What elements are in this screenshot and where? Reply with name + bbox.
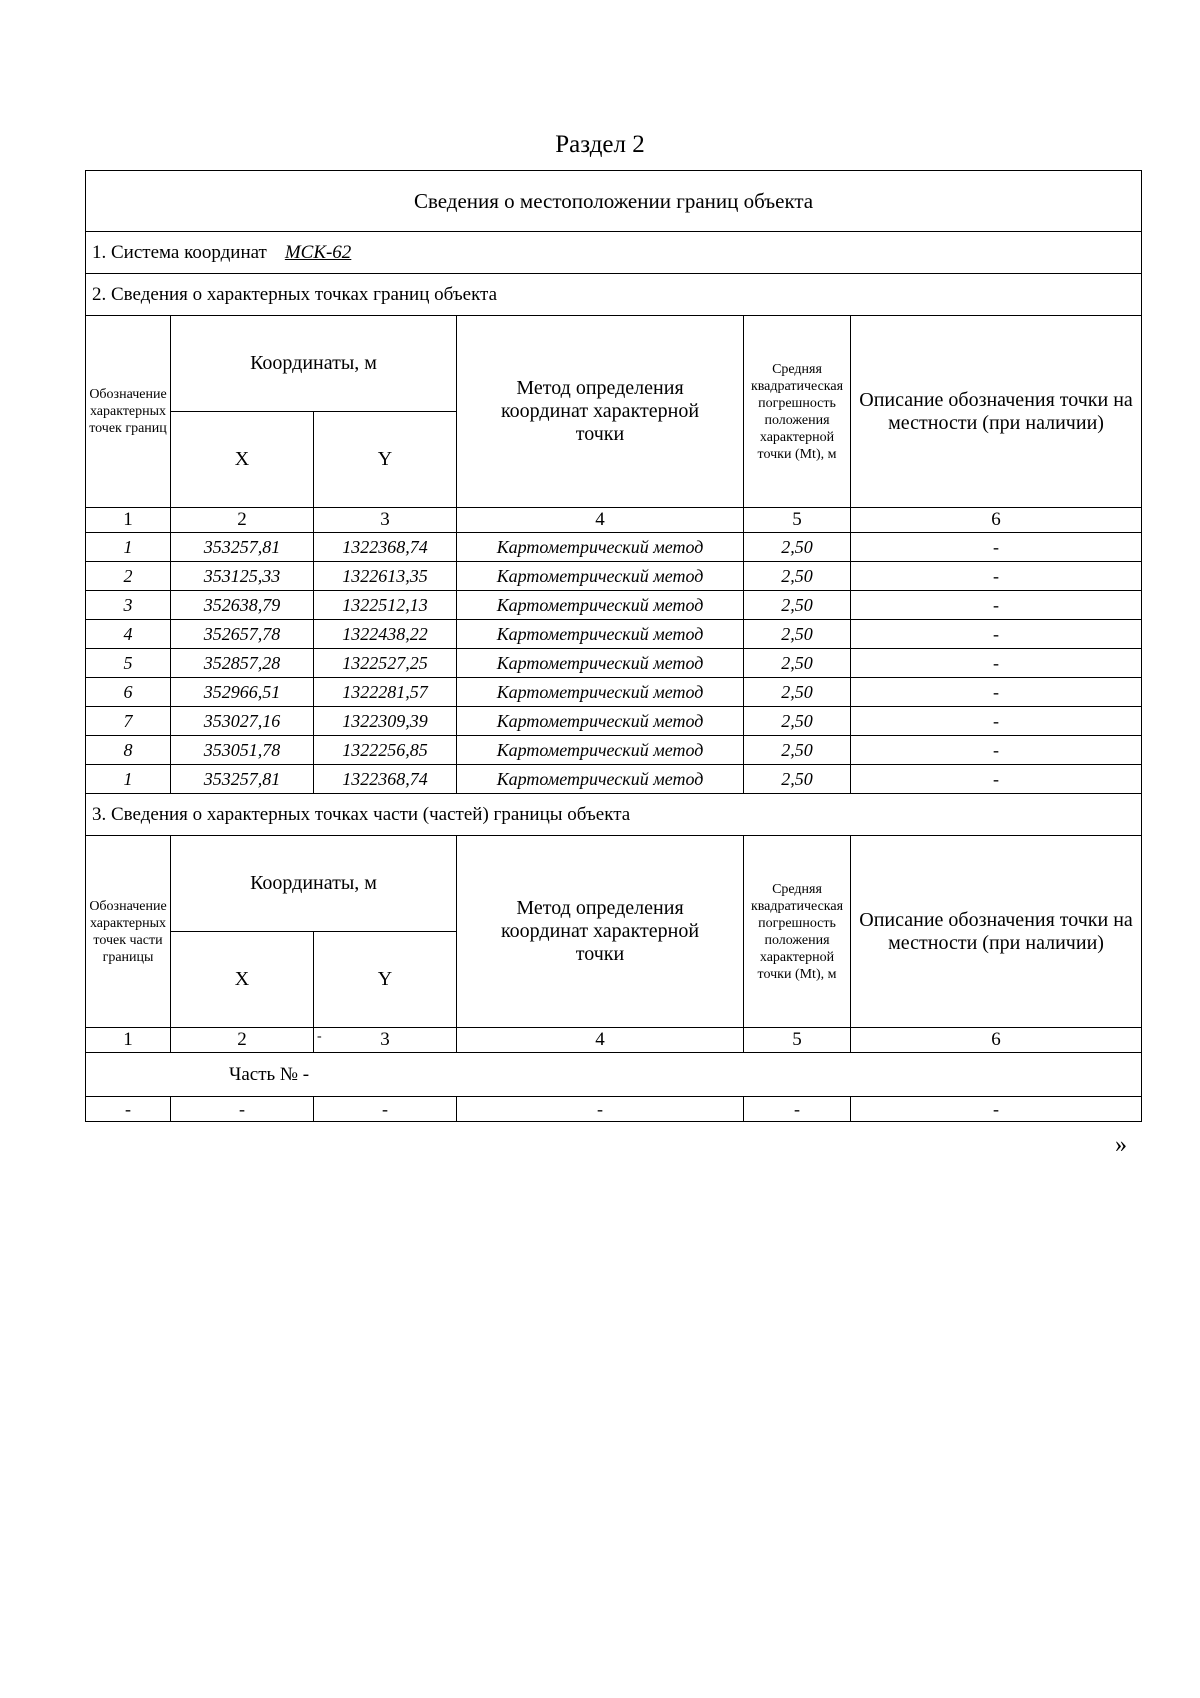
- coordinate-system-row: [86, 232, 1142, 274]
- cell-x: 352966,51: [171, 678, 314, 707]
- cell-point: 8: [86, 736, 171, 765]
- part-cell-x: -: [171, 1097, 314, 1122]
- stray-dash-mark: -: [317, 1029, 322, 1044]
- part2-column-number-5: 5: [744, 508, 851, 533]
- part3-title: 3. Сведения о характерных точках части (частей) границы объекта: [86, 794, 1142, 836]
- part2-title: 2. Сведения о характерных точках границ объекта: [86, 274, 1142, 316]
- cell-method: Картометрический метод: [457, 591, 744, 620]
- header-y: Y: [314, 412, 457, 508]
- cell-x: 352857,28: [171, 649, 314, 678]
- header3-y: Y: [314, 932, 457, 1028]
- cell-description: -: [851, 649, 1142, 678]
- cell-point: 4: [86, 620, 171, 649]
- part3-column-number-2: 2: [171, 1028, 314, 1053]
- part-cell-y: -: [314, 1097, 457, 1122]
- header-point-designation: Обозначение характерных точек границ: [86, 316, 171, 508]
- cell-description: -: [851, 765, 1142, 794]
- section-title: Раздел 2: [555, 131, 645, 158]
- cell-y: 1322368,74: [314, 533, 457, 562]
- part3-column-number-3: 3 -: [314, 1028, 457, 1053]
- table-row: [86, 562, 1142, 591]
- cell-method: Картометрический метод: [457, 533, 744, 562]
- part-cell-error: -: [744, 1097, 851, 1122]
- cell-y: 1322309,39: [314, 707, 457, 736]
- header3-point-designation: Обозначение характерных точек части границы: [86, 836, 171, 1028]
- cell-error: 2,50: [744, 620, 851, 649]
- table-row: [86, 678, 1142, 707]
- cell-error: 2,50: [744, 765, 851, 794]
- cell-method: Картометрический метод: [457, 707, 744, 736]
- part3-column-number-6: 6: [851, 1028, 1142, 1053]
- part-number-label: Часть № -: [86, 1053, 1142, 1097]
- cell-method: Картометрический метод: [457, 649, 744, 678]
- table-row: [86, 736, 1142, 765]
- cell-y: 1322368,74: [314, 765, 457, 794]
- header-method: Метод определения координат характерной точки: [457, 316, 744, 508]
- cell-description: -: [851, 620, 1142, 649]
- header-x: X: [171, 412, 314, 508]
- part3-column-number-1: 1: [86, 1028, 171, 1053]
- cell-x: 352638,79: [171, 591, 314, 620]
- table-row: [86, 591, 1142, 620]
- cell-point: 2: [86, 562, 171, 591]
- cell-error: 2,50: [744, 707, 851, 736]
- part-cell-point: -: [86, 1097, 171, 1122]
- cell-error: 2,50: [744, 736, 851, 765]
- table-row: [86, 765, 1142, 794]
- cell-method: Картометрический метод: [457, 736, 744, 765]
- cell-x: 353027,16: [171, 707, 314, 736]
- cell-x: 353125,33: [171, 562, 314, 591]
- cell-y: 1322281,57: [314, 678, 457, 707]
- cell-point: 1: [86, 765, 171, 794]
- table-row: [86, 649, 1142, 678]
- cell-error: 2,50: [744, 562, 851, 591]
- cell-y: 1322438,22: [314, 620, 457, 649]
- cell-x: 353257,81: [171, 765, 314, 794]
- cell-error: 2,50: [744, 533, 851, 562]
- cell-method: Картометрический метод: [457, 562, 744, 591]
- cell-description: -: [851, 736, 1142, 765]
- part-cell-method: -: [457, 1097, 744, 1122]
- header-coordinates: Координаты, м: [171, 316, 457, 412]
- cell-error: 2,50: [744, 649, 851, 678]
- cell-description: -: [851, 678, 1142, 707]
- cell-x: 352657,78: [171, 620, 314, 649]
- cell-error: 2,50: [744, 678, 851, 707]
- part2-column-number-3: 3: [314, 508, 457, 533]
- cell-method: Картометрический метод: [457, 620, 744, 649]
- cell-y: 1322256,85: [314, 736, 457, 765]
- header3-method: Метод определения координат характерной точки: [457, 836, 744, 1028]
- cell-point: 7: [86, 707, 171, 736]
- cell-point: 5: [86, 649, 171, 678]
- part2-column-number-6: 6: [851, 508, 1142, 533]
- cell-description: -: [851, 591, 1142, 620]
- cell-y: 1322512,13: [314, 591, 457, 620]
- header3-description: Описание обозначения точки на местности (при наличии): [851, 836, 1142, 1028]
- part2-column-number-4: 4: [457, 508, 744, 533]
- cell-x: 353051,78: [171, 736, 314, 765]
- part3-column-number-4: 4: [457, 1028, 744, 1053]
- cell-method: Картометрический метод: [457, 678, 744, 707]
- cell-point: 3: [86, 591, 171, 620]
- header3-x: X: [171, 932, 314, 1028]
- cell-y: 1322613,35: [314, 562, 457, 591]
- coordinate-system-label: 1. Система координат: [92, 241, 267, 263]
- boundary-table: [85, 170, 1142, 1122]
- cell-description: -: [851, 562, 1142, 591]
- header-mean-error: Средняя квадратическая погрешность положения характерной точки (Mt), м: [744, 316, 851, 508]
- cell-method: Картометрический метод: [457, 765, 744, 794]
- cell-point: 6: [86, 678, 171, 707]
- cell-error: 2,50: [744, 591, 851, 620]
- table-row: [86, 1097, 1142, 1122]
- header-description: Описание обозначения точки на местности (при наличии): [851, 316, 1142, 508]
- cell-description: -: [851, 533, 1142, 562]
- part3-column-number-5: 5: [744, 1028, 851, 1053]
- part-cell-description: -: [851, 1097, 1142, 1122]
- cell-description: -: [851, 707, 1142, 736]
- cell-point: 1: [86, 533, 171, 562]
- part2-column-number-2: 2: [171, 508, 314, 533]
- part2-column-number-1: 1: [86, 508, 171, 533]
- table-row: [86, 533, 1142, 562]
- header3-coordinates: Координаты, м: [171, 836, 457, 932]
- table-title: Сведения о местоположении границ объекта: [86, 171, 1142, 232]
- cell-x: 353257,81: [171, 533, 314, 562]
- table-row: [86, 620, 1142, 649]
- header3-mean-error: Средняя квадратическая погрешность положения характерной точки (Mt), м: [744, 836, 851, 1028]
- cell-y: 1322527,25: [314, 649, 457, 678]
- closing-quote: »: [1115, 1132, 1127, 1158]
- table-row: [86, 707, 1142, 736]
- coordinate-system-value: МСК-62: [284, 241, 352, 263]
